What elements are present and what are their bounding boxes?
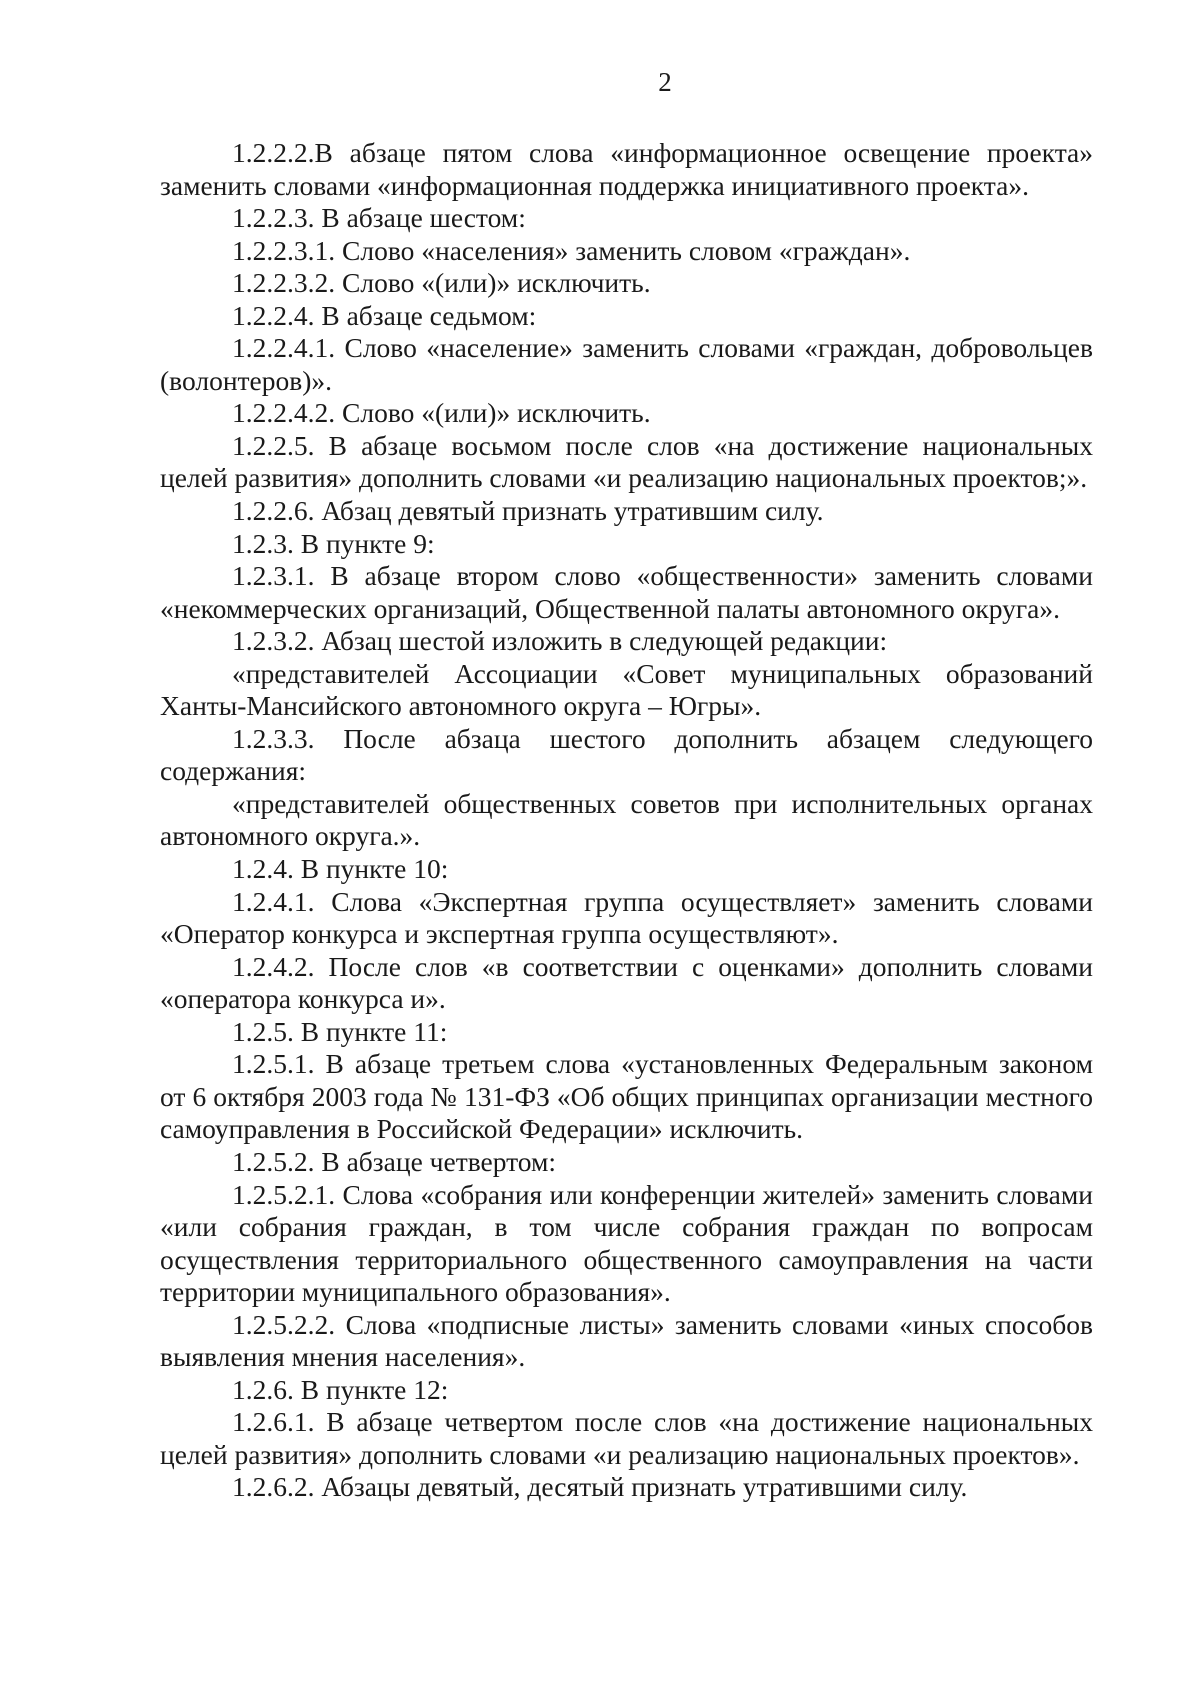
paragraph: 1.2.4.1. Слова «Экспертная группа осуществляет» заменить словами «Оператор конкурса и экспертная группа осуществляют». [160, 885, 1093, 950]
document-body [160, 137, 1093, 1504]
paragraph: 1.2.3.3. После абзаца шестого дополнить абзацем следующего содержания: [160, 722, 1093, 787]
paragraph: 1.2.2.3.2. Слово «(или)» исключить. [232, 267, 651, 299]
paragraph: 1.2.2.2.В абзаце пятом слова «информационное освещение проекта» заменить словами «информационная поддержка инициативного проекта». [160, 137, 1093, 201]
paragraph: 1.2.5.2. В абзаце четвертом: [232, 1145, 557, 1177]
paragraph: 1.2.2.3.1. Слово «населения» заменить словом «граждан». [232, 234, 911, 266]
page-number: 2 [658, 67, 672, 97]
paragraph: 1.2.3.2. Абзац шестой изложить в следующей редакции: [232, 625, 888, 657]
paragraph: 1.2.5. В пункте 11: [232, 1015, 448, 1047]
paragraph: 1.2.5.2.1. Слова «собрания или конференции жителей» заменить словами «или собрания граждан, в том числе собрания граждан по вопросам осуществления территориального общественного самоуправления на части территории муниципального образования». [160, 1178, 1093, 1308]
paragraph: 1.2.4. В пункте 10: [232, 853, 449, 885]
paragraph: 1.2.6. В пункте 12: [232, 1373, 449, 1405]
paragraph: 1.2.2.6. Абзац девятый признать утратившим силу. [232, 495, 824, 527]
paragraph: 1.2.2.4. В абзаце седьмом: [232, 299, 537, 331]
paragraph: 1.2.5.1. В абзаце третьем слова «установленных Федеральным законом от 6 октября 2003 года № 131-ФЗ «Об общих принципах организации местного самоуправления в Российской Федерации» исключить. [160, 1048, 1093, 1145]
paragraph: 1.2.2.5. В абзаце восьмом после слов «на достижение национальных целей развития» дополнить словами «и реализацию национальных проектов;». [160, 429, 1093, 494]
paragraph: 1.2.4.2. После слов «в соответствии с оценками» дополнить словами «оператора конкурса и». [160, 950, 1093, 1015]
paragraph: 1.2.5.2.2. Слова «подписные листы» заменить словами «иных способов выявления мнения населения». [160, 1308, 1093, 1373]
paragraph: 1.2.6.2. Абзацы девятый, десятый признать утратившими силу. [232, 1471, 968, 1503]
paragraph: «представителей Ассоциации «Совет муниципальных образований Ханты-Мансийского автономного округа – Югры». [160, 657, 1093, 722]
paragraph: 1.2.2.3. В абзаце шестом: [232, 202, 526, 234]
paragraph: «представителей общественных советов при исполнительных органах автономного округа.». [160, 787, 1093, 852]
paragraph: 1.2.6.1. В абзаце четвертом после слов «на достижение национальных целей развития» дополнить словами «и реализацию национальных проектов». [160, 1406, 1093, 1470]
paragraph: 1.2.2.4.2. Слово «(или)» исключить. [232, 397, 651, 429]
paragraph: 1.2.2.4.1. Слово «население» заменить словами «граждан, добровольцев (волонтеров)». [160, 332, 1093, 396]
paragraph: 1.2.3. В пункте 9: [232, 527, 435, 559]
paragraph: 1.2.3.1. В абзаце втором слово «общественности» заменить словами «некоммерческих организаций, Общественной палаты автономного округа». [160, 560, 1093, 624]
